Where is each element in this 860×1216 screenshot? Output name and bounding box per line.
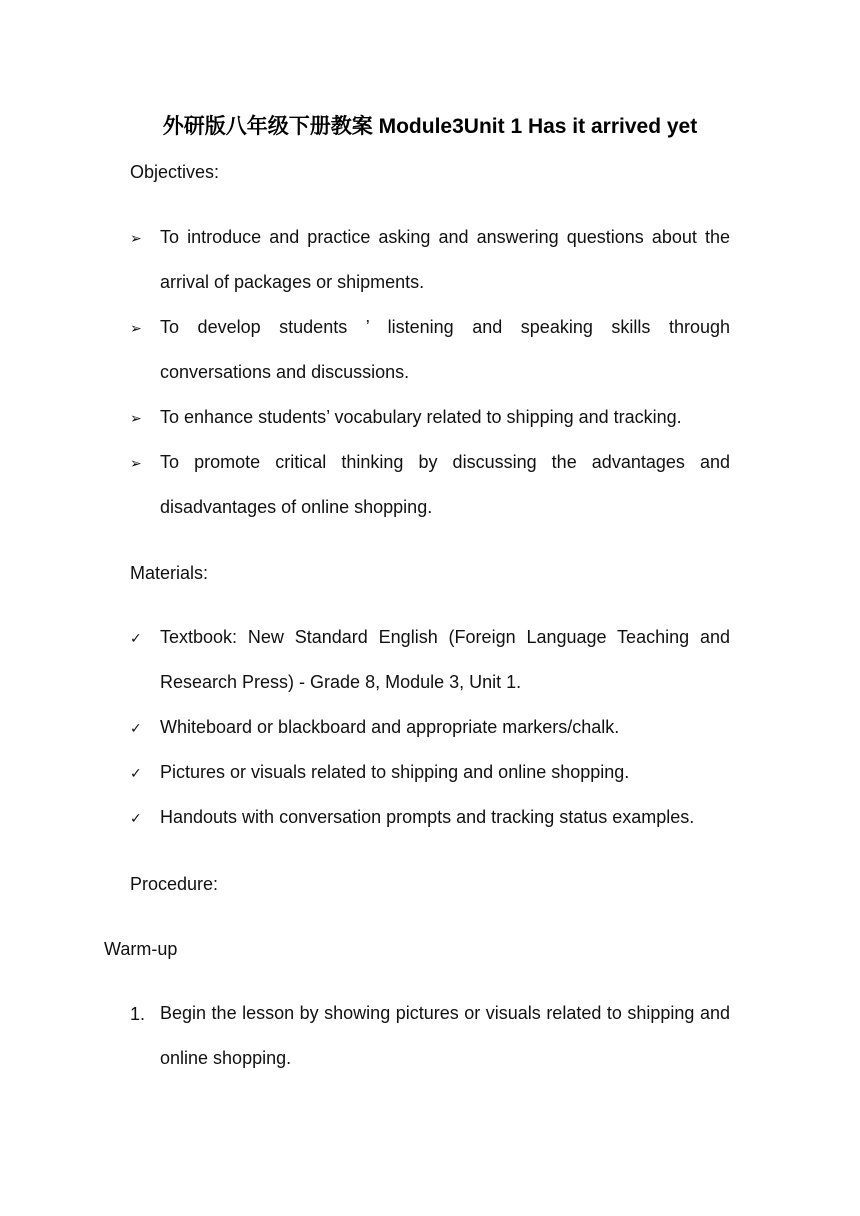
objective-item: To introduce and practice asking and answering questions about the arrival of packages or shipments.	[160, 227, 730, 292]
document-title: 外研版八年级下册教案 Module3Unit 1 Has it arrived yet	[162, 115, 698, 138]
material-item: Pictures or visuals related to shipping and online shopping.	[160, 762, 630, 782]
arrow-bullet-icon: ➢	[130, 230, 142, 246]
checkmark-bullet-icon: ✓	[130, 765, 142, 781]
materials-heading: Materials:	[130, 563, 209, 583]
objectives-heading: Objectives:	[130, 162, 220, 182]
objective-item: To enhance students’ vocabulary related to shipping and tracking.	[160, 407, 682, 427]
step-number: 1.	[130, 1004, 146, 1024]
checkmark-bullet-icon: ✓	[130, 630, 142, 646]
checkmark-bullet-icon: ✓	[130, 720, 142, 736]
objective-item: To promote critical thinking by discussing the advantages and disadvantages of online shopping.	[160, 452, 730, 517]
arrow-bullet-icon: ➢	[130, 320, 142, 336]
material-item: Handouts with conversation prompts and tracking status examples.	[160, 807, 695, 827]
checkmark-bullet-icon: ✓	[130, 810, 142, 826]
material-item: Whiteboard or blackboard and appropriate markers/chalk.	[160, 717, 620, 737]
arrow-bullet-icon: ➢	[130, 410, 142, 426]
procedure-heading: Procedure:	[130, 874, 219, 894]
warmup-step-text: Begin the lesson by showing pictures or visuals related to shipping and online shopping.	[160, 1003, 730, 1068]
objective-item: To develop students ’ listening and speaking skills through conversations and discussions.	[160, 317, 730, 382]
arrow-bullet-icon: ➢	[130, 455, 142, 471]
warmup-heading: Warm-up	[104, 939, 178, 959]
material-item: Textbook: New Standard English (Foreign Language Teaching and Research Press) - Grade 8, Module 3, Unit 1.	[160, 627, 730, 692]
